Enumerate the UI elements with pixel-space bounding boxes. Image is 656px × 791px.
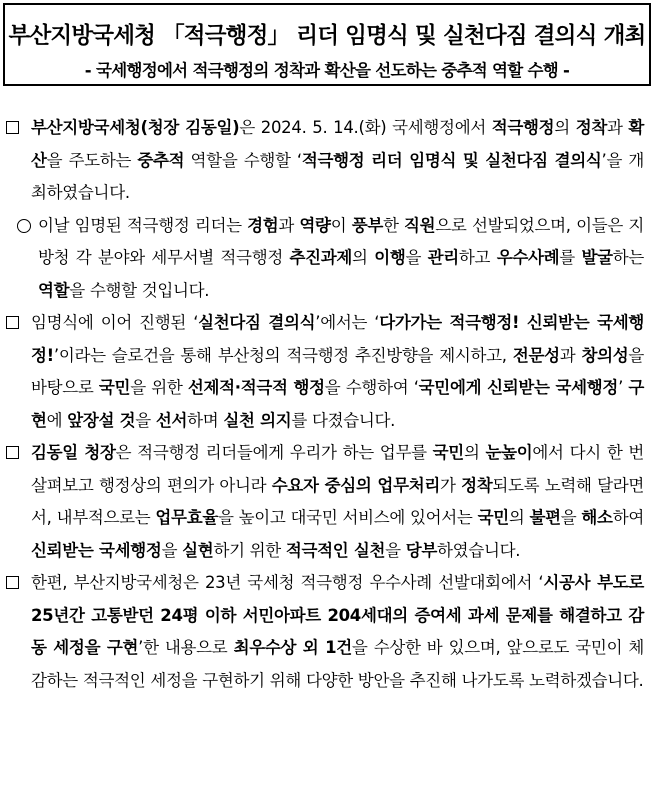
text-run: 을 수행하여 ‘ — [324, 378, 419, 397]
bold-text-run: 풍부 — [351, 215, 383, 235]
bold-text-run: 부산지방국세청(청장 김동일) — [31, 118, 240, 137]
text-run: 에 — [46, 410, 68, 430]
text-run: 을 — [405, 248, 428, 267]
text-run: 가 — [440, 475, 462, 495]
text-run: 하였습니다. — [437, 540, 521, 560]
text-run: 이날 임명된 적극행정 리더는 — [38, 215, 248, 235]
square-bullet-icon — [6, 316, 19, 329]
bold-text-run: 업무효율 — [155, 508, 218, 527]
text-run: 의 — [463, 443, 486, 462]
text-run: 과 — [606, 118, 629, 137]
bold-text-run: 적극적인 실천 — [285, 540, 386, 560]
circle-bullet-icon — [17, 219, 31, 233]
bold-text-run: 정착 — [461, 475, 493, 495]
text-run: 으로 선발되었으며, 이들은 지방청 각 분야와 세무서별 적극행정 — [38, 215, 645, 267]
text-run: ’을 개최하였습니다. — [31, 150, 644, 202]
paragraph-text — [31, 112, 644, 210]
paragraph-2 — [0, 210, 644, 308]
text-run: 하는 — [612, 248, 644, 267]
text-run: 을 — [161, 540, 183, 560]
text-run: ’한 내용으로 — [138, 638, 234, 657]
bold-text-run: 선제적·적극적 행정 — [187, 378, 325, 397]
bold-text-run: 적극행정 — [491, 118, 555, 137]
bold-text-run: 국민 — [98, 378, 131, 397]
paragraph-text — [38, 210, 644, 308]
text-run: 을 높이고 대국민 서비스에 있어서는 — [217, 508, 478, 527]
bold-text-run: 관리 — [427, 248, 459, 267]
text-run: 은 2024. 5. 14.(화) 국세행정에서 — [239, 118, 492, 137]
bold-text-run: 우수사례 — [496, 248, 560, 267]
bold-text-run: 눈높이 — [485, 443, 533, 462]
bold-text-run: 수요자 중심의 업무처리 — [271, 475, 440, 495]
document-body — [0, 112, 656, 697]
text-run: 을 — [385, 540, 406, 560]
text-run: 을 수행할 것입니다. — [69, 280, 210, 300]
bold-text-run: 불편 — [529, 508, 561, 527]
square-bullet-icon — [6, 446, 19, 459]
text-run: 을 위한 — [130, 378, 188, 397]
text-run: 의 — [554, 118, 576, 137]
bold-text-run: 국민 — [432, 443, 464, 462]
text-run: 한 — [383, 215, 405, 235]
bold-text-run: 국민 — [477, 508, 509, 527]
square-bullet-icon — [6, 576, 19, 589]
text-run: 하기 위한 — [213, 540, 286, 560]
text-run: ’이라는 슬로건을 통해 부산청의 적극행정 추진방향을 제시하고, — [53, 345, 513, 365]
bold-text-run: 확산 — [31, 118, 644, 170]
text-run: 을 주도하는 — [46, 150, 138, 170]
paragraph-5 — [0, 567, 644, 697]
text-run: 을 — [560, 508, 582, 527]
square-bullet-icon — [6, 121, 19, 134]
bold-text-run: 선서 — [155, 410, 188, 430]
paragraph-1 — [0, 112, 644, 210]
bold-text-run: 최우수상 외 1건 — [233, 638, 352, 657]
text-run: 에서 다시 한 번 살펴보고 행정상의 편의가 아니라 — [31, 443, 645, 495]
bold-text-run: 실천다짐 결의식 — [198, 313, 316, 332]
bold-text-run: 실현 — [182, 540, 214, 560]
text-run: 이 — [330, 215, 352, 235]
bold-text-run: 추진과제 — [289, 248, 353, 267]
bold-text-run: 당부 — [405, 540, 438, 560]
paragraph-3 — [0, 307, 644, 437]
bold-text-run: 시공사 부도로 25년간 고통받던 24평 이하 서민아파트 204세대의 증여세 과세 문제를 해결하고 감동 세정을 구현 — [31, 573, 645, 657]
bold-text-run: 김동일 청장 — [31, 443, 116, 462]
text-run: 역할을 수행할 ‘ — [184, 150, 302, 170]
text-run: 임명식에 이어 진행된 ‘ — [31, 313, 199, 332]
paragraph-text — [31, 437, 644, 567]
bold-text-run: 신뢰받는 국세행정 — [31, 540, 162, 560]
text-run: 을 — [135, 410, 156, 430]
text-run: 의 — [508, 508, 530, 527]
text-run: 를 — [559, 248, 582, 267]
bold-text-run: 국민에게 신뢰받는 국세행정 — [418, 378, 619, 397]
bold-text-run: 적극행정 리더 임명식 및 실천다짐 결의식 — [301, 150, 602, 170]
bold-text-run: 중추적 — [137, 150, 185, 170]
text-run: 은 적극행정 리더들에게 우리가 하는 업무를 — [115, 443, 433, 462]
bold-text-run: 발굴 — [581, 248, 613, 267]
bold-text-run: 역할 — [38, 280, 70, 300]
bold-text-run: 직원 — [404, 215, 436, 235]
text-run: 과 — [559, 345, 582, 365]
text-run: 을 수상한 바 있으며, 앞으로도 국민이 체감하는 적극적인 세정을 구현하기 위해 다양한 방안을 추진해 나가도록 노력하겠습니다. — [31, 638, 645, 690]
text-run: ’에서는 ‘ — [315, 313, 380, 332]
text-run: 을 바탕으로 — [31, 345, 644, 397]
bold-text-run: 앞장설 것 — [67, 410, 136, 430]
bold-text-run: 다가가는 적극행정! 신뢰받는 국세행정! — [31, 313, 644, 365]
text-run: 과 — [278, 215, 300, 235]
bold-text-run: 역량 — [299, 215, 331, 235]
page-title: 부산지방국세청 「적극행정」 리더 임명식 및 실천다짐 결의식 개최 — [8, 23, 646, 49]
bold-text-run: 경험 — [247, 215, 279, 235]
bold-text-run: 정착 — [575, 118, 607, 137]
text-run: 되도록 노력해 달라면서, 내부적으로는 — [31, 475, 645, 527]
text-run: 하며 — [187, 410, 224, 430]
bold-text-run: 이행 — [374, 248, 406, 267]
bold-text-run: 구현 — [31, 378, 645, 430]
text-run: 의 — [352, 248, 375, 267]
text-run: ’ — [618, 378, 629, 397]
text-run: 를 다졌습니다. — [291, 410, 396, 430]
text-run: 하고 — [458, 248, 497, 267]
bold-text-run: 해소 — [581, 508, 613, 527]
text-run: 하여 — [612, 508, 644, 527]
paragraph-text — [31, 307, 644, 437]
bold-text-run: 창의성 — [581, 345, 629, 365]
text-run: 한편, 부산지방국세청은 23년 국세청 적극행정 우수사례 선발대회에서 ‘ — [31, 573, 544, 592]
bold-text-run: 전문성 — [512, 345, 560, 365]
bold-text-run: 실천 의지 — [223, 410, 292, 430]
paragraph-4 — [0, 437, 644, 567]
title-box — [3, 3, 651, 86]
page-subtitle: - 국세행정에서 적극행정의 정착과 확산을 선도하는 중추적 역할 수행 - — [84, 61, 570, 80]
paragraph-text — [31, 567, 644, 697]
